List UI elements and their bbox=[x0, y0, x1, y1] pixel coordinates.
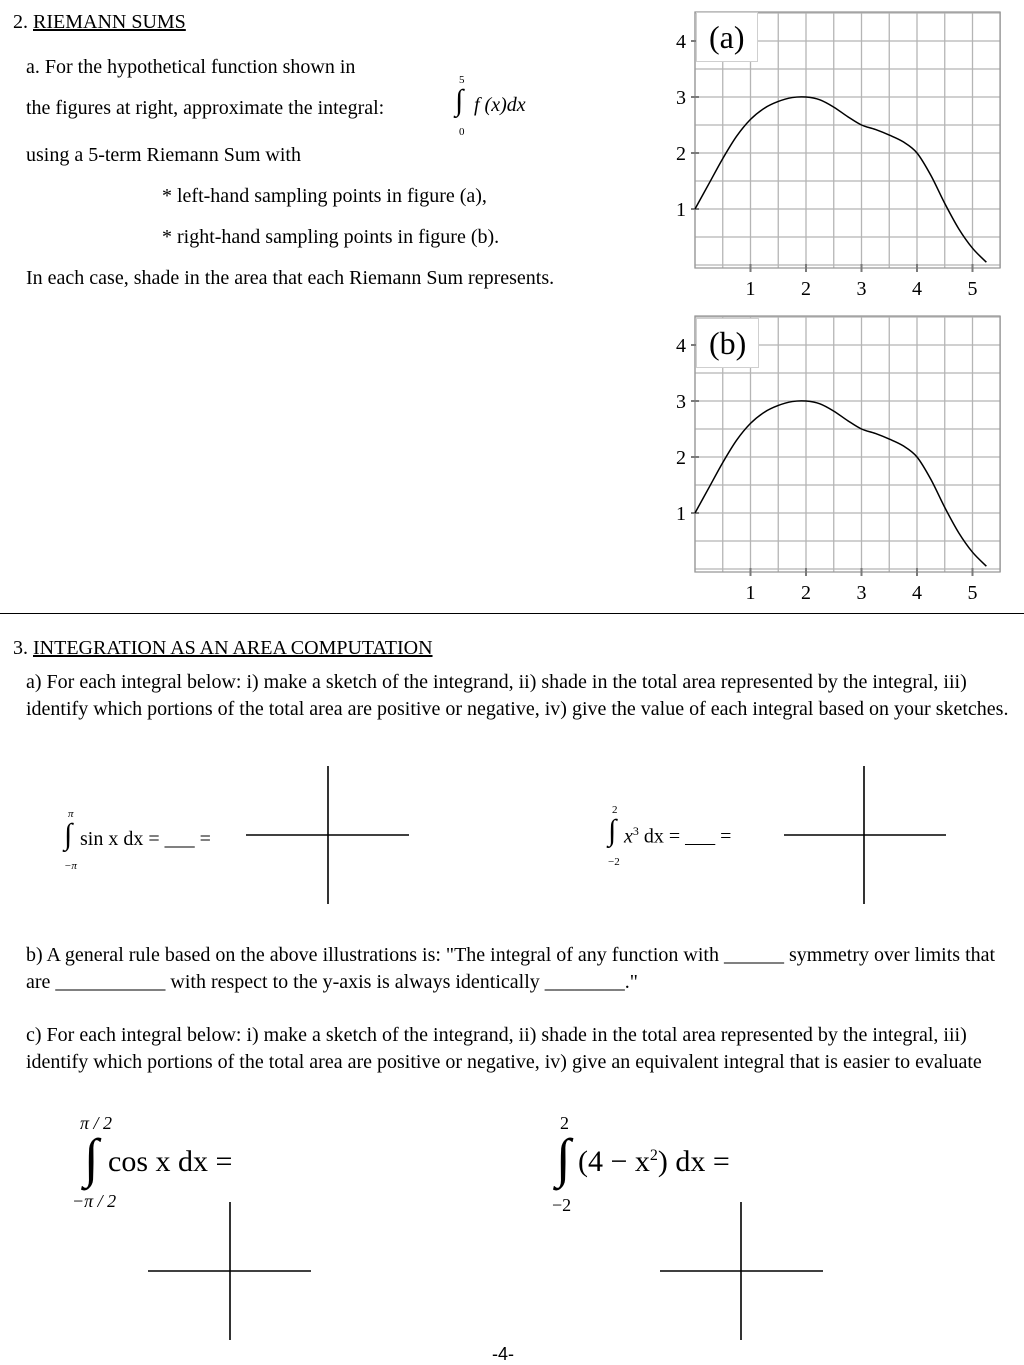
y-tick-label: 2 bbox=[676, 143, 686, 165]
integral-cube-power: 3 bbox=[632, 824, 639, 838]
part-a-line-2: the figures at right, approximate the integral: bbox=[26, 97, 385, 119]
y-tick-label: 3 bbox=[676, 87, 686, 109]
part-a-line-4: In each case, shade in the area that each Riemann Sum represents. bbox=[26, 267, 555, 289]
integral-parabola-power: 2 bbox=[649, 1147, 658, 1164]
x-tick-label: 1 bbox=[745, 278, 756, 300]
integral-parabola-upper: 2 bbox=[560, 1113, 569, 1133]
section-divider bbox=[0, 613, 1024, 614]
section-3-heading bbox=[13, 636, 433, 660]
y-tick-label: 1 bbox=[676, 503, 686, 525]
integral-cos-sign: ∫ bbox=[84, 1128, 99, 1188]
part-a-line-1: a. For the hypothetical function shown in bbox=[26, 56, 356, 78]
integral-parabola-post: ) dx = bbox=[657, 1145, 730, 1178]
integral-sin bbox=[60, 808, 260, 878]
section-2-title: RIEMANN SUMS bbox=[33, 11, 186, 33]
integral-sin-body: sin x dx = ___ = bbox=[80, 828, 211, 850]
integral-sin-sign: ∫ bbox=[64, 818, 73, 851]
integral-cube-lower: −2 bbox=[608, 856, 620, 868]
figure-b-label: (b) bbox=[696, 318, 759, 368]
integral-sign: ∫ bbox=[455, 84, 464, 117]
integral-cube-body bbox=[624, 824, 731, 849]
integral-cube-base: x bbox=[624, 825, 633, 848]
y-tick-label: 4 bbox=[676, 335, 686, 357]
integral-sin-upper: π bbox=[68, 808, 74, 820]
integral-parabola-lower: −2 bbox=[552, 1195, 572, 1215]
section-3-part-a-text: a) For each integral below: i) make a sketch of the integrand, ii) shade in the total area represented by the integral, iii) identify which portions of the total area are positive or negative, iv) give the value of each integral based on your sketches. bbox=[26, 671, 1009, 720]
x-tick-label: 4 bbox=[912, 582, 922, 604]
section-3-title: INTEGRATION AS AN AREA COMPUTATION bbox=[33, 637, 433, 659]
integral-cos-upper: π / 2 bbox=[80, 1113, 113, 1133]
integral-cube-upper: 2 bbox=[612, 804, 618, 816]
integral-parabola-pre: (4 − x bbox=[578, 1145, 650, 1178]
section-2-heading bbox=[13, 10, 186, 34]
y-tick-label: 1 bbox=[676, 199, 686, 221]
section-2-number: 2. bbox=[13, 11, 28, 33]
integral-parabola-sign: ∫ bbox=[556, 1128, 571, 1188]
riemann-integral bbox=[452, 72, 552, 142]
page-number: -4- bbox=[492, 1344, 514, 1364]
y-tick-label: 2 bbox=[676, 447, 686, 469]
integral-sin-lower: −π bbox=[64, 860, 77, 872]
integral-integrand: f (x)dx bbox=[474, 94, 526, 116]
sketch-axes-1 bbox=[244, 764, 414, 906]
figure-a-label: (a) bbox=[696, 12, 758, 62]
integral-parabola-body bbox=[578, 1145, 730, 1179]
x-tick-label: 5 bbox=[967, 582, 978, 604]
x-tick-label: 3 bbox=[856, 582, 867, 604]
integral-cube-sign: ∫ bbox=[608, 814, 617, 847]
integral-cos-lower: −π / 2 bbox=[72, 1191, 117, 1211]
sketch-axes-4 bbox=[658, 1200, 828, 1342]
integral-cube bbox=[604, 804, 804, 874]
integral-upper-limit: 5 bbox=[459, 74, 465, 86]
x-tick-label: 1 bbox=[745, 582, 756, 604]
part-a-line-3: using a 5-term Riemann Sum with bbox=[26, 144, 301, 166]
x-tick-label: 2 bbox=[801, 278, 811, 300]
bullet-right-hand: * right-hand sampling points in figure (b). bbox=[162, 226, 500, 248]
sketch-axes-3 bbox=[146, 1200, 316, 1342]
x-tick-label: 2 bbox=[801, 582, 811, 604]
x-tick-label: 4 bbox=[912, 278, 922, 300]
section-3-part-c-text: c) For each integral below: i) make a sketch of the integrand, ii) shade in the total area represented by the integral, iii) identify which portions of the total area are positive or negative, iv) give an equivalent integral that is easier to evaluate bbox=[26, 1024, 982, 1073]
sketch-axes-2 bbox=[782, 764, 952, 906]
y-tick-label: 3 bbox=[676, 391, 686, 413]
integral-cube-rest: dx = ___ = bbox=[638, 825, 732, 848]
integral-lower-limit: 0 bbox=[459, 126, 465, 138]
x-tick-label: 3 bbox=[856, 278, 867, 300]
integral-cos-body: cos x dx = bbox=[108, 1145, 233, 1178]
bullet-left-hand: * left-hand sampling points in figure (a), bbox=[162, 185, 487, 207]
y-tick-label: 4 bbox=[676, 31, 686, 53]
section-3-number: 3. bbox=[13, 637, 28, 659]
section-3-part-b-text: b) A general rule based on the above illustrations is: "The integral of any function with ______ symmetry over limits that are ___________ with respect to the y-axis is always identically ________." bbox=[26, 944, 996, 993]
x-tick-label: 5 bbox=[967, 278, 978, 300]
